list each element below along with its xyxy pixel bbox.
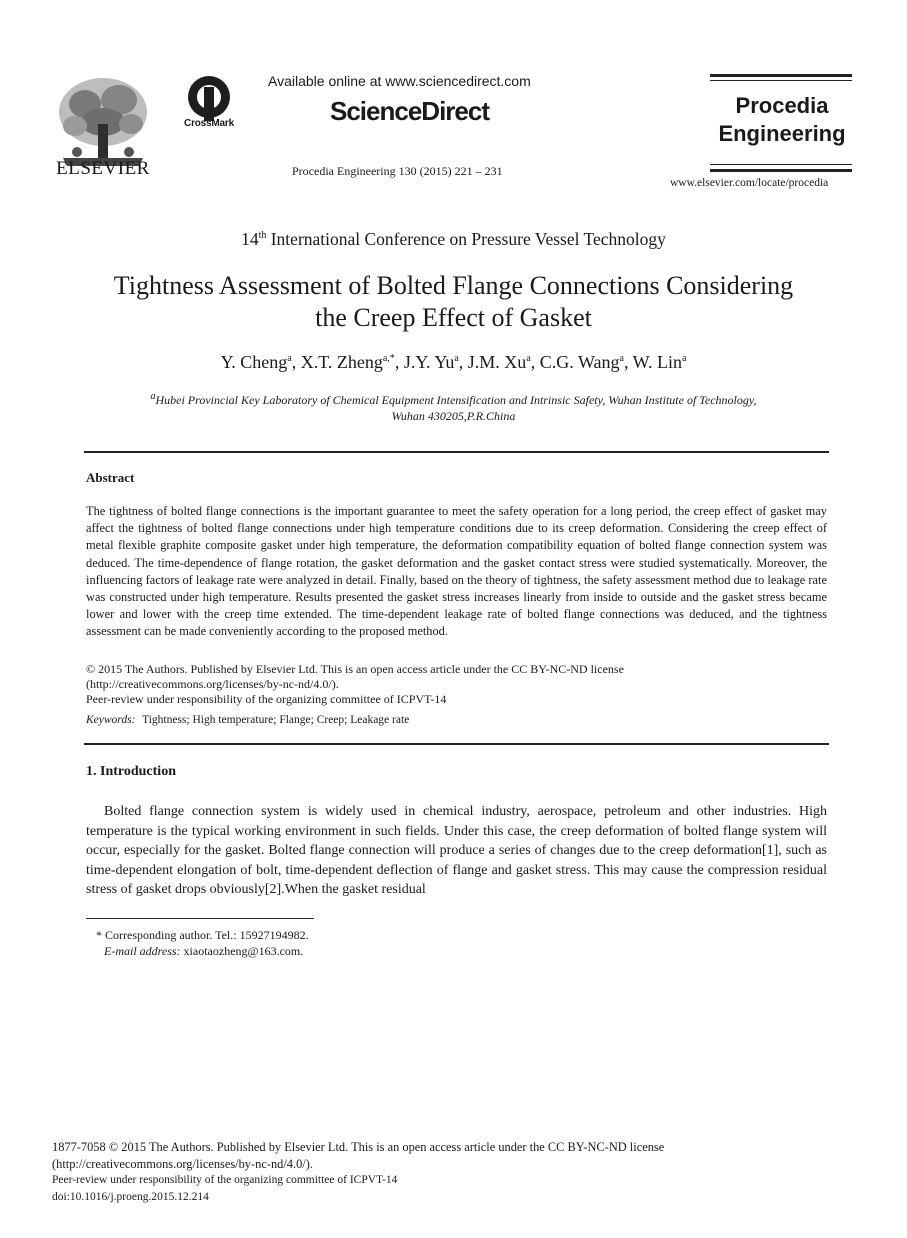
journal-box-rule-bottom (710, 169, 852, 172)
author-name[interactable]: Y. Cheng (220, 352, 288, 372)
abstract-body: The tightness of bolted flange connections is the important guarantee to meet the safety operation for a long period, the creep effect of gasket may affect the tightness of bolted flange connections under high temperature conditions due to its creep deformation. Considering the creep effect of metal flexible graphite composite gasket under high temperature, the deformation compatibility equation of bolted flange connection system was deduced. The time-dependence of flange rotation, the gasket deformation and the gasket contact stress were studied systematically. Moreover, the influencing factors of leakage rate were analyzed in detail. Finally, based on the theory of tightness, the safety assessment method due to leakage rate was constructed under high temperature. Results presented the gasket stress increases linearly from inside to outside and the gasket stress became lower and lower with the creep time extended. The time-dependent leakage rate of bolted flange connections was deduced, and the tightness assessment can be made conveniently according to the proposed method. (86, 504, 827, 639)
journal-url-link[interactable]: www.elsevier.com/locate/procedia (670, 177, 829, 189)
author-affiliation-mark: a (619, 353, 624, 364)
abstract-rule-bottom (84, 743, 829, 745)
footer-license-link[interactable]: (http://creativecommons.org/licenses/by-nc-nd/4.0/). (52, 1157, 313, 1171)
author-name[interactable]: X.T. Zheng (300, 352, 383, 372)
crossmark-label: CrossMark (184, 118, 234, 129)
author-affiliation-mark: a (287, 353, 292, 364)
keywords-label: Keywords: (86, 714, 136, 726)
keywords-line (86, 714, 409, 726)
peer-review-notice: Peer-review under responsibility of the organizing committee of ICPVT-14 (86, 692, 447, 706)
article-title (60, 270, 847, 334)
corresponding-author-note: * Corresponding author. Tel.: 15927194982. (96, 928, 309, 942)
journal-title (712, 92, 852, 148)
footer-issn-license: 1877-7058 © 2015 The Authors. Published by Elsevier Ltd. This is an open access article under the CC BY-NC-ND license (52, 1140, 665, 1154)
publisher-wordmark: ELSEVIER (56, 158, 150, 179)
copyright-notice: © 2015 The Authors. Published by Elsevier Ltd. This is an open access article under the CC BY-NC-ND license (86, 662, 624, 676)
footer-peer-review: Peer-review under responsibility of the organizing committee of ICPVT-14 (52, 1174, 398, 1186)
author-name[interactable]: W. Lin (632, 352, 682, 372)
affiliation-mark: a (150, 391, 156, 402)
author-name[interactable]: J.Y. Yu (403, 352, 455, 372)
author-affiliation-mark: a,* (382, 353, 395, 364)
email-address[interactable]: xiaotaozheng@163.com. (183, 944, 304, 958)
journal-box-rule-top (710, 74, 852, 77)
license-link[interactable]: (http://creativecommons.org/licenses/by-nc-nd/4.0/). (86, 677, 339, 691)
abstract-rule-top (84, 451, 829, 453)
introduction-body: Bolted flange connection system is widely used in chemical industry, aerospace, petroleum and other industries. High temperature is the typical working environment in such fields. Under this case, the creep deformation of bolted flange system will occur, especially for the gasket. Bolted flange connection will produce a series of changes due to the creep deformation[1], such as time-dependent elongation of bolt, time-dependent deflection of flange and gasket stress. This may cause the compression residual stress of gasket drops obviously[2].When the gasket residual (86, 804, 827, 897)
affiliation-line1: $^a$Hubei Provincial Key Laboratory of Chemical Equipment Intensification and Intrinsic Safety, Wuhan Institute of Technology, (150, 391, 757, 407)
author-affiliation-mark: a (454, 353, 459, 364)
journal-title-line1: Procedia (735, 93, 829, 118)
journal-box-rule-top-thin (710, 80, 852, 81)
author-name[interactable]: C.G. Wang (539, 352, 620, 372)
journal-title-line2: Engineering (718, 121, 846, 146)
abstract-heading: Abstract (86, 470, 135, 485)
footer-doi[interactable]: doi:10.1016/j.proeng.2015.12.214 (52, 1191, 209, 1203)
article-title-line1: Tightness Assessment of Bolted Flange Connections Considering (113, 271, 794, 300)
author-list: Y. Cheng$^a$, X.T. Zheng$^{a,*}$, J.Y. Yu$^a$, J.M. Xu$^a$, C.G. Wang$^a$, W. Lin$^a$ (220, 352, 687, 372)
affiliation (80, 389, 827, 424)
affiliation-line2: Wuhan 430205,P.R.China (391, 409, 516, 423)
keywords-list: Tightness; High temperature; Flange; Creep; Leakage rate (142, 714, 410, 726)
section-heading-introduction: 1. Introduction (86, 764, 176, 779)
conference-ordinal: 14 (241, 229, 259, 249)
conference-title: International Conference on Pressure Vessel Technology (266, 229, 666, 249)
available-online-line: Available online at www.sciencedirect.com (268, 73, 531, 89)
journal-box-rule-bottom-thin (710, 164, 852, 165)
email-label: E-mail address: (104, 944, 181, 958)
conference-name (0, 229, 907, 250)
sciencedirect-brand[interactable]: ScienceDirect (330, 96, 489, 126)
author-affiliation-mark: a (681, 353, 687, 364)
article-title-line2: the Creep Effect of Gasket (315, 303, 592, 332)
footnote-rule (86, 918, 314, 919)
journal-citation: Procedia Engineering 130 (2015) 221 – 231 (292, 164, 503, 178)
author-name[interactable]: J.M. Xu (467, 352, 527, 372)
author-affiliation-mark: a (526, 353, 531, 364)
email-note (104, 944, 303, 959)
conference-ordinal-suffix: th (258, 230, 267, 242)
